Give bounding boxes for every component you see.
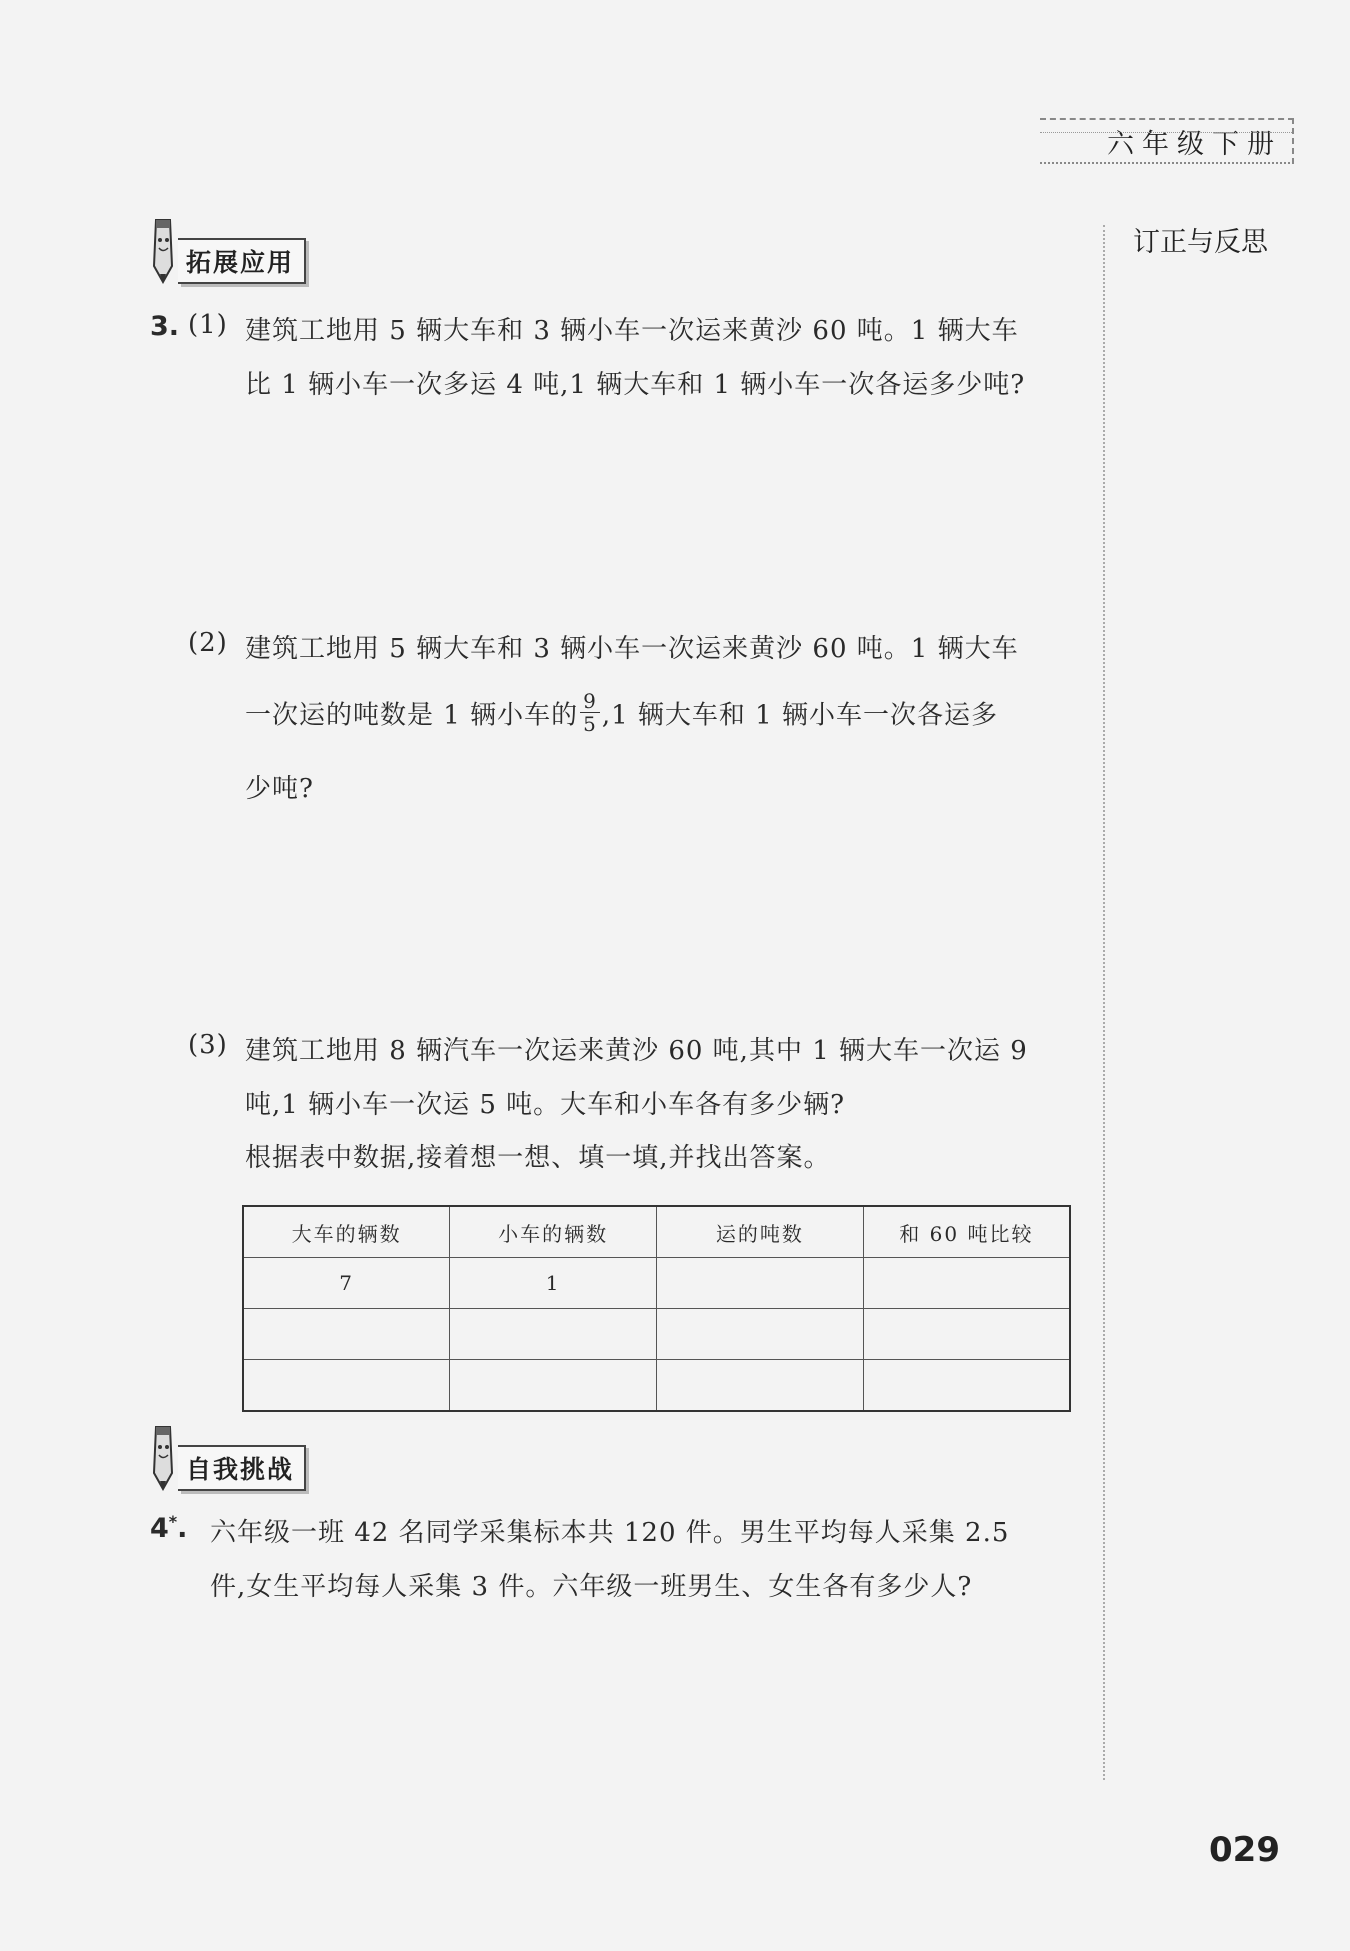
q3-part2-tag: (2) — [188, 628, 228, 658]
comparison-table — [242, 1205, 1071, 1412]
question-4-number — [150, 1512, 187, 1544]
table-cell[interactable] — [863, 1258, 1070, 1309]
fraction-numerator: 9 — [580, 690, 600, 713]
grade-label: 六年级下册 — [1107, 128, 1282, 160]
q3-part1-tag: (1) — [188, 310, 228, 340]
table-cell[interactable]: 7 — [243, 1258, 450, 1309]
question-3-number: 3. — [150, 311, 180, 342]
table-cell[interactable] — [243, 1360, 450, 1412]
table-cell[interactable] — [657, 1309, 864, 1360]
q4-line1: 六年级一班 42 名同学采集标本共 120 件。男生平均每人采集 2.5 — [210, 1518, 1010, 1548]
q3-part2-line2-a: 一次运的吨数是 1 辆小车的 — [245, 700, 579, 731]
table-cell[interactable] — [450, 1309, 657, 1360]
q3-part1-line2: 比 1 辆小车一次多运 4 吨,1 辆大车和 1 辆小车一次各运多少吨? — [245, 370, 1026, 400]
table-header: 运的吨数 — [657, 1206, 864, 1258]
q4-star: * — [168, 1512, 178, 1531]
table-cell[interactable] — [863, 1360, 1070, 1412]
q3-part2-line3: 少吨? — [245, 774, 314, 804]
table-header: 小车的辆数 — [450, 1206, 657, 1258]
table-row — [243, 1309, 1070, 1360]
q4-dot: . — [177, 1513, 188, 1544]
pencil-icon — [150, 1425, 176, 1491]
q3-part3-line3: 根据表中数据,接着想一想、填一填,并找出答案。 — [245, 1143, 831, 1173]
grade-badge — [1040, 118, 1294, 164]
table-cell[interactable] — [863, 1309, 1070, 1360]
table-cell[interactable] — [657, 1258, 864, 1309]
q3-part2-line2-b: ,1 辆大车和 1 辆小车一次各运多 — [601, 700, 998, 731]
table-header: 和 60 吨比较 — [863, 1206, 1070, 1258]
q3-part3-tag: (3) — [188, 1030, 228, 1060]
q3-part3-line1: 建筑工地用 8 辆汽车一次运来黄沙 60 吨,其中 1 辆大车一次运 9 — [245, 1036, 1028, 1066]
page-number: 029 — [1209, 1830, 1280, 1870]
section-label-challenge: 自我挑战 — [178, 1445, 306, 1491]
q3-part1-line1: 建筑工地用 5 辆大车和 3 辆小车一次运来黄沙 60 吨。1 辆大车 — [245, 316, 1019, 346]
correction-reflection-title: 订正与反思 — [1133, 227, 1268, 258]
table-cell[interactable] — [450, 1360, 657, 1412]
pencil-icon — [150, 218, 176, 284]
section-tag-expand — [150, 218, 306, 284]
q3-part2-line2 — [245, 689, 998, 739]
section-tag-challenge — [150, 1425, 306, 1491]
q3-part2-line1: 建筑工地用 5 辆大车和 3 辆小车一次运来黄沙 60 吨。1 辆大车 — [245, 634, 1019, 664]
table-row — [243, 1258, 1070, 1309]
table-cell[interactable] — [657, 1360, 864, 1412]
table-header-row — [243, 1206, 1070, 1258]
table-row — [243, 1360, 1070, 1412]
q3-part3-line2: 吨,1 辆小车一次运 5 吨。大车和小车各有多少辆? — [245, 1090, 846, 1120]
q4-line2: 件,女生平均每人采集 3 件。六年级一班男生、女生各有多少人? — [210, 1572, 973, 1602]
table-header: 大车的辆数 — [243, 1206, 450, 1258]
table-cell[interactable]: 1 — [450, 1258, 657, 1309]
table-cell[interactable] — [243, 1309, 450, 1360]
sidebar-divider — [1103, 225, 1105, 1780]
q4-number: 4 — [150, 1513, 169, 1544]
fraction-nine-fifths — [580, 690, 600, 735]
fraction-denominator: 5 — [583, 712, 597, 736]
section-label-expand: 拓展应用 — [178, 238, 306, 284]
